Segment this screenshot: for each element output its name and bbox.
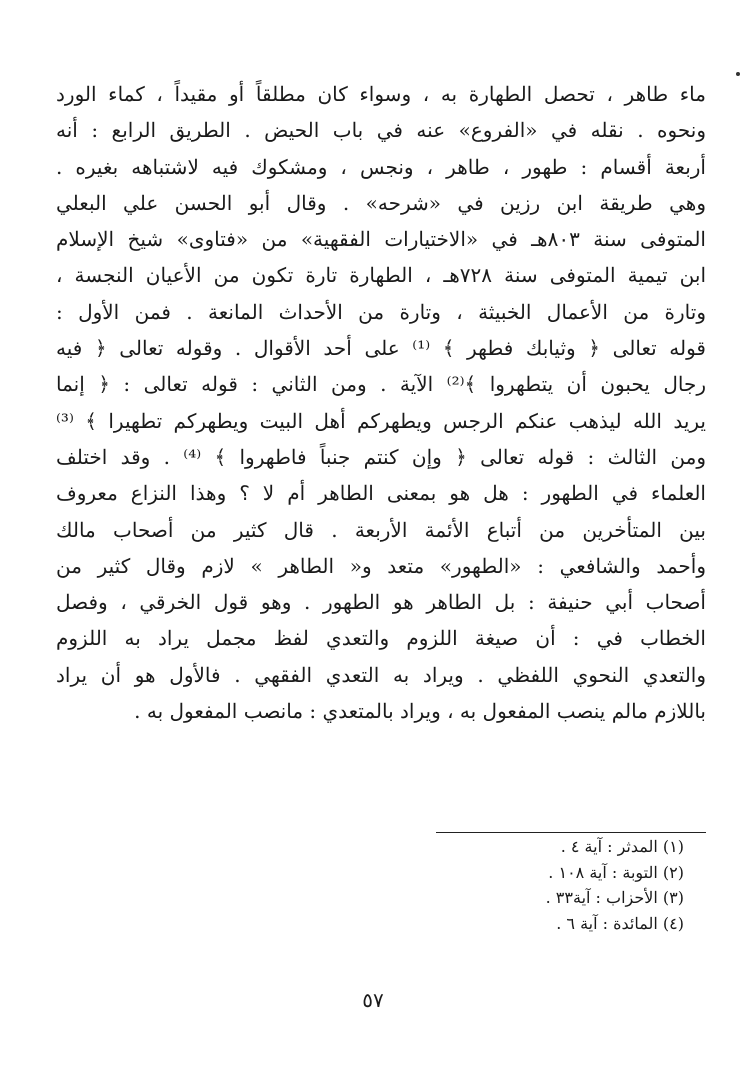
text-line: وتارة من الأعمال الخبيثة ، وتارة من الأحداث المانعة . فمن الأول : (56, 299, 706, 324)
text-line: الخطاب في : أن صيغة اللزوم والتعدي لفظ مجمل يراد به اللزوم (56, 626, 706, 651)
text-line: ماء طاهر ، تحصل الطهارة به ، وسواء كان مطلقاً أو مقيداً ، كماء الورد (56, 82, 706, 106)
footnote: (٢) التوبة : آية ١٠٨ . (548, 862, 684, 882)
text-line: ونحوه . نقله في «الفروع» عنه في باب الحيض . الطريق الرابع : أنه (56, 118, 706, 143)
text-line: المتوفى سنة ٨٠٣هـ في «الاختيارات الفقهية» من «فتاوى» شيخ الإسلام (56, 227, 706, 252)
body-text (56, 76, 706, 729)
page-number: ٥٧ (362, 988, 384, 1012)
text-line: العلماء في الطهور : هل هو بمعنى الطاهر أم لا ؟ وهذا النزاع معروف (56, 481, 706, 506)
text-line: والتعدي النحوي اللفظي . ويراد به التعدي الفقهي . فالأول هو أن يراد (56, 662, 706, 687)
text-line: رجال يحبون أن يتطهروا ﴾⁽²⁾ الآية . ومن الثاني : قوله تعالى : ﴿ إنما (56, 372, 706, 397)
text-line: بين المتأخرين من أتباع الأئمة الأربعة . قال كثير من أصحاب مالك (56, 517, 706, 542)
text-line: ابن تيمية المتوفى سنة ٧٢٨هـ ، الطهارة تارة تكون من الأعيان النجسة ، (56, 263, 706, 288)
text-line: يريد الله ليذهب عنكم الرجس ويطهركم أهل البيت ويطهركم تطهيرا ﴾ ⁽³⁾ (56, 408, 706, 433)
text-line: أصحاب أبي حنيفة : بل الطاهر هو الطهور . وهو قول الخرقي ، وفصل (56, 590, 706, 615)
text-line: وأحمد والشافعي : «الطهور» متعد و« الطاهر » لازم وقال كثير من (56, 553, 706, 578)
footnote: (٤) المائدة : آية ٦ . (556, 913, 684, 933)
margin-dot (736, 72, 740, 76)
footnote: (٣) الأحزاب : آية٣٣ . (545, 888, 684, 907)
text-line: قوله تعالى ﴿ وثيابك فطهر ﴾ ⁽¹⁾ على أحد الأقوال . وقوله تعالى ﴿ فيه (56, 336, 706, 361)
text-line: أربعة أقسام : طهور ، طاهر ، ونجس ، ومشكوك فيه لاشتباهه بغيره . (56, 154, 706, 179)
text-line: وهي طريقة ابن رزين في «شرحه» . وقال أبو الحسن علي البعلي (56, 190, 706, 215)
footnote: (١) المدثر : آية ٤ . (560, 837, 684, 856)
footnote-separator (436, 832, 706, 833)
text-line: باللازم مالم ينصب المفعول به ، ويراد بالمتعدي : مانصب المفعول به . (134, 699, 706, 724)
footnotes (546, 834, 684, 936)
text-line: ومن الثالث : قوله تعالى ﴿ وإن كنتم جنباً فاطهروا ﴾ ⁽⁴⁾ . وقد اختلف (56, 444, 706, 469)
